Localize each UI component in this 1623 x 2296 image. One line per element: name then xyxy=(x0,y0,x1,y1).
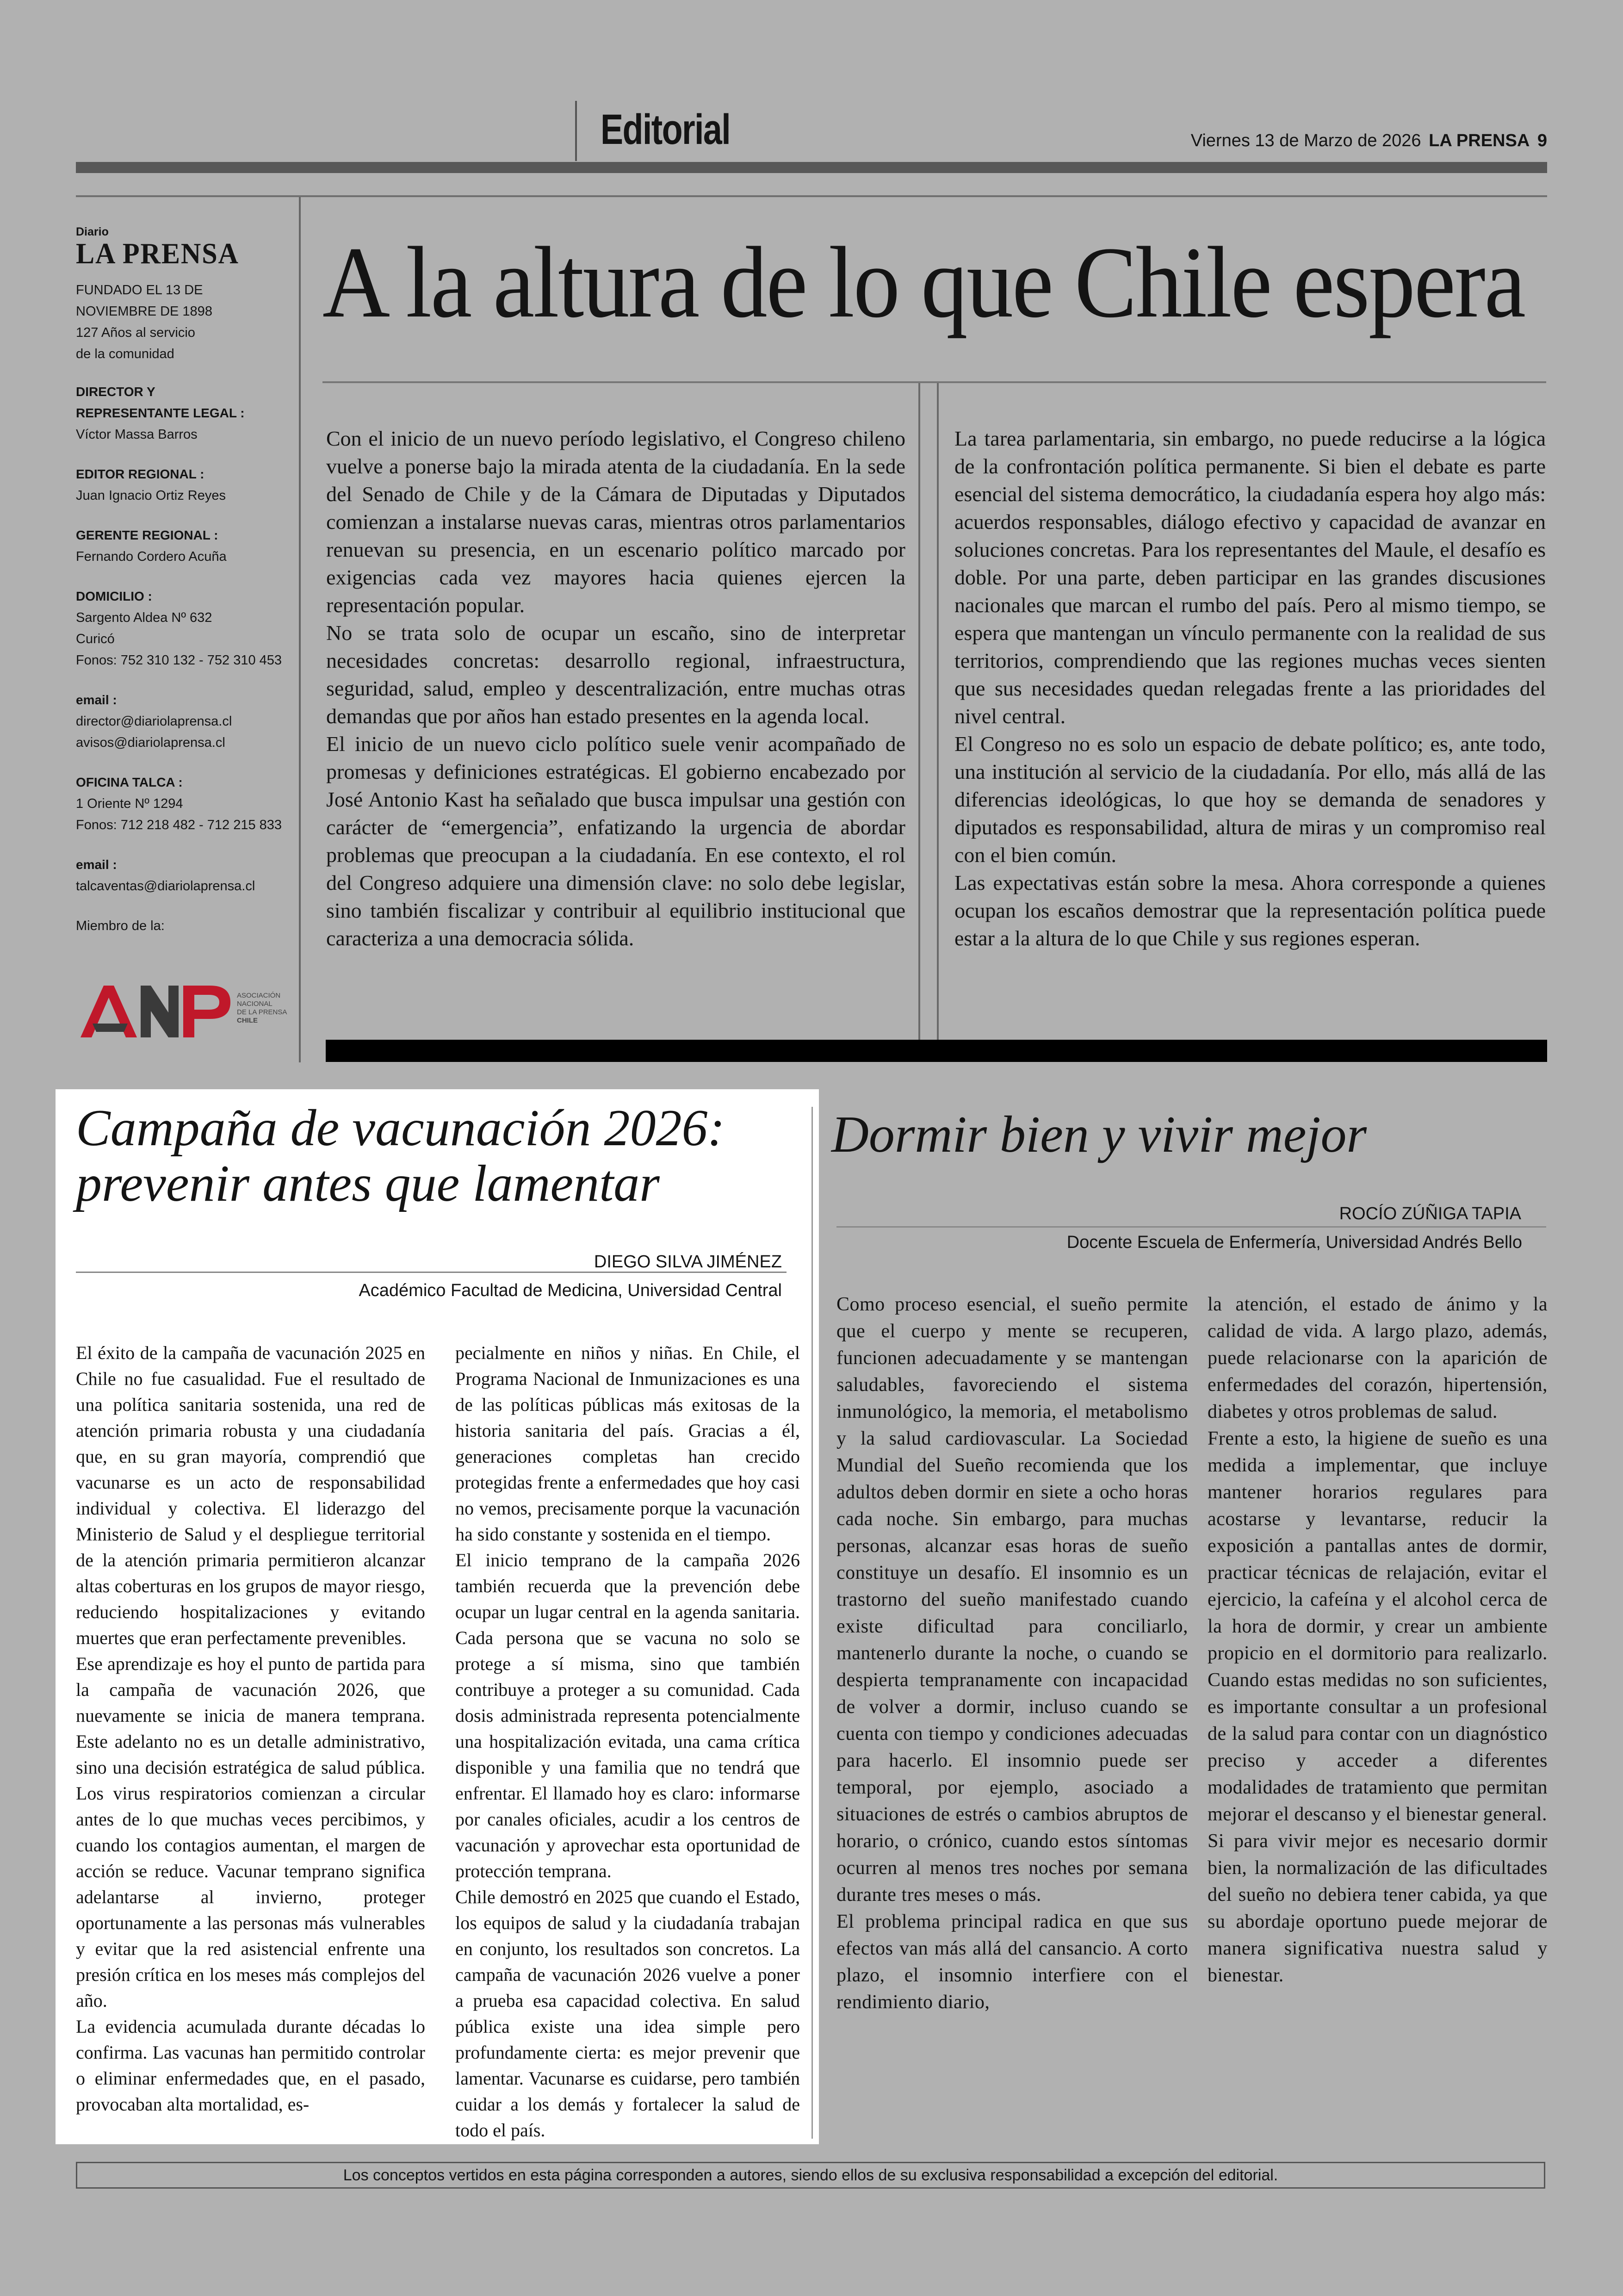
oped2-paragraph: Si para vivir mejor es necesario dormir bien, la normalización de las dificultades del sueño no debiera tener cabida, ya que su abordaje oportuno puede mejorar de manera significativa nuestra salud y bienestar. xyxy=(1208,1831,1548,1986)
oped1-paragraph: La evidencia acumulada durante décadas lo confirma. Las vacunas han permitido controlar o eliminar enfermedades que, en el pasado, provocaban alta mortalidad, es- xyxy=(76,2016,425,2115)
editorial-title: A la altura de lo que Chile espera xyxy=(322,226,1525,339)
editor-label: EDITOR REGIONAL : xyxy=(76,467,204,481)
anp-text: ASOCIACIÓN xyxy=(237,992,281,999)
director-label-2: REPRESENTANTE LEGAL : xyxy=(76,406,245,420)
oped2-column-1 xyxy=(836,1291,1188,2016)
founded-line: NOVIEMBRE DE 1898 xyxy=(76,304,212,319)
oped2-affiliation: Docente Escuela de Enfermería, Universidad Andrés Bello xyxy=(1066,1233,1522,1252)
footer-disclaimer: Los conceptos vertidos en esta página corresponden a autores, siendo ellos de su exclusiva responsabilidad a excepción del editorial. xyxy=(76,2162,1545,2189)
anp-text: CHILE xyxy=(237,1017,258,1024)
address-line: Curicó xyxy=(76,632,115,646)
issue-paper: LA PRENSA xyxy=(1429,131,1530,150)
editorial-rule xyxy=(322,381,1546,383)
oped1-title xyxy=(76,1100,798,1211)
editorial-paragraph: El Congreso no es solo un espacio de debate político; es, ante todo, una institución al servicio de la ciudadanía. Por ello, más allá de las diferencias ideológicas, lo que hoy se demanda de senadores y diputados es responsabilidad, altura de miras y un compromiso real con el bien común. xyxy=(954,732,1546,867)
founded-line: 127 Años al servicio xyxy=(76,325,195,340)
anp-logo xyxy=(76,977,287,1042)
oped1-author: DIEGO SILVA JIMÉNEZ xyxy=(594,1252,782,1272)
page-number: 9 xyxy=(1537,131,1547,150)
director-name: Víctor Massa Barros xyxy=(76,427,198,442)
talca-line: 1 Oriente Nº 1294 xyxy=(76,796,183,811)
section-label: Editorial xyxy=(601,106,731,153)
issue-date: Viernes 13 de Marzo de 2026 xyxy=(1190,131,1421,150)
oped2-paragraph: El problema principal radica en que sus efectos van más allá del cansancio. A corto plazo, el insomnio interfiere con el rendimiento diario, xyxy=(836,1911,1188,2013)
oped1-paragraph: El inicio temprano de la campaña 2026 también recuerda que la prevención debe ocupar un lugar central en la agenda sanitaria. Cada persona que se vacuna no solo se protege a sí misma, sino que también contribuye a proteger a su comunidad. Cada dosis administrada representa potencialmente una hospitalización evitada, una cama crítica disponible y una familia que no tendrá que enfrentar. El llamado hoy es claro: informarse por canales oficiales, acudir a los centros de vacunación y aprovechar esta oportunidad de protección temprana. xyxy=(455,1550,800,1881)
editorial-column-2 xyxy=(954,425,1546,952)
oped1-column-2 xyxy=(455,1340,800,2143)
manager-name: Fernando Cordero Acuña xyxy=(76,549,227,564)
email-link[interactable]: director@diariolaprensa.cl xyxy=(76,714,232,729)
masthead xyxy=(76,225,289,937)
oped2-paragraph: Como proceso esencial, el sueño permite que el cuerpo y mente se recuperen, funcionen adecuadamente y se mantengan saludables, favoreciendo el sistema inmunológico, la memoria, el metabolismo y la salud cardiovascular. La Sociedad Mundial del Sueño recomienda que los adultos deben dormir en siete a ocho horas cada noche. Sin embargo, para muchas personas, alcanzar esas horas de sueño constituye un desafío. El insomnio es un trastorno del sueño manifestado cuando existe dificultad para conciliarlo, mantenerlo durante la noche, o cuando se despierta tempranamente con incapacidad de volver a dormir, incluso cuando se cuenta con tiempo y condiciones adecuadas para hacerlo. El insomnio puede ser temporal, por ejemplo, asociado a situaciones de estrés o cambios abruptos de horario, o crónico, cuando estos síntomas ocurren al menos tres noches por semana durante tres meses o más. xyxy=(836,1294,1188,1905)
oped1-paragraph: pecialmente en niños y niñas. En Chile, el Programa Nacional de Inmunizaciones es una de las políticas públicas más exitosas de la historia sanitaria del país. Gracias a él, generaciones completas han crecido protegidas frente a enfermedades que hoy casi no vemos, precisamente porque la vacunación ha sido constante y sostenida en el tiempo. xyxy=(455,1342,800,1545)
editor-name: Juan Ignacio Ortiz Reyes xyxy=(76,488,226,503)
editorial-paragraph: No se trata solo de ocupar un escaño, sino de interpretar necesidades concretas: desarrollo regional, infraestructura, seguridad, salud, empleo y descentralización, entre muchas otras demandas que por años han estado presentes en la agenda local. xyxy=(326,621,905,728)
director-label: DIRECTOR Y xyxy=(76,385,155,399)
email2-label: email : xyxy=(76,857,117,872)
editorial-paragraph: La tarea parlamentaria, sin embargo, no puede reducirse a la lógica de la confrontación política permanente. Si bien el debate es parte esencial del sistema democrático, la ciudadanía espera hoy algo más: acuerdos responsables, diálogo efectivo y capacidad de avanzar en soluciones concretas. Para los representantes del Maule, el desafío es doble. Por una parte, deben participar en las grandes discusiones nacionales que marcan el rumbo del país. Pero al mismo tiempo, se espera que mantengan un vínculo permanente con la realidad de sus territorios, comprendiendo que las regiones muchas veces sienten que sus necesidades quedan relegadas frente a las prioridades del nivel central. xyxy=(954,427,1546,728)
talca-label: OFICINA TALCA : xyxy=(76,775,183,789)
editorial-bottom-bar xyxy=(326,1040,1547,1062)
oped2-byline-rule xyxy=(836,1226,1546,1228)
oped1-title-line: Campaña de vacunación 2026: xyxy=(76,1099,725,1157)
masthead-small: Diario xyxy=(76,225,109,238)
oped2-paragraph: la atención, el estado de ánimo y la calidad de vida. A largo plazo, además, puede relacionarse con la aparición de enfermedades del corazón, hipertensión, diabetes y otros problemas de salud. xyxy=(1208,1294,1548,1422)
address-line: Sargento Aldea Nº 632 xyxy=(76,610,212,625)
founded-line: FUNDADO EL 13 DE xyxy=(76,283,203,298)
editorial-paragraph: El inicio de un nuevo ciclo político suele venir acompañado de promesas y definiciones estratégicas. El gobierno encabezado por José Antonio Kast ha señalado que busca impulsar una gestión con carácter de “emergencia”, enfatizando la urgencia de abordar problemas que preocupan a la ciudadanía. En ese contexto, el rol del Congreso adquiere una dimensión clave: no solo debe legislar, sino también fiscalizar y contribuir al equilibrio institucional que caracteriza a una democracia sólida. xyxy=(326,732,905,950)
oped1-affiliation: Académico Facultad de Medicina, Universidad Central xyxy=(359,1281,782,1300)
oped1-paragraph: Chile demostró en 2025 que cuando el Estado, los equipos de salud y la ciudadanía trabajan en conjunto, los resultados son concretos. La campaña de vacunación 2026 vuelve a poner a prueba esa capacidad colectiva. En salud pública existe una idea simple pero profundamente cierta: es mejor prevenir que lamentar. Vacunarse es cuidarse, pero también cuidar a los demás y fortalecer la salud de todo el país. xyxy=(455,1886,800,2141)
oped2-title: Dormir bien y vivir mejor xyxy=(831,1106,1367,1163)
oped2-paragraph: Frente a esto, la higiene de sueño es una medida a implementar, que incluye mantener horarios regulares para acostarse y levantarse, reducir la exposición a pantallas antes de dormir, practicar técnicas de relajación, evitar el ejercicio, la cafeína y el alcohol cerca de la hora de dormir, y crear un ambiente propicio en el dormitorio para realizarlo. Cuando estas medidas no son suficientes, es importante consultar a un profesional de la salud para contar con un diagnóstico preciso y acceder a diferentes modalidades de tratamiento que permitan mejorar el descanso y el bienestar general. xyxy=(1208,1428,1548,1825)
header-rule xyxy=(76,162,1547,173)
member-label: Miembro de la: xyxy=(76,918,165,933)
oped1-column-1 xyxy=(76,1340,425,2117)
oped1-byline-rule xyxy=(76,1272,787,1273)
anp-text: DE LA PRENSA xyxy=(237,1008,287,1016)
anp-text: NACIONAL xyxy=(237,1000,273,1008)
sidebar-rule xyxy=(299,197,301,1062)
address-label: DOMICILIO : xyxy=(76,589,152,603)
masthead-logo: LA PRENSA xyxy=(76,237,239,270)
address-line: Fonos: 752 310 132 - 752 310 453 xyxy=(76,653,282,668)
oped2-column-2 xyxy=(1208,1291,1548,1989)
column-rule xyxy=(937,383,939,1040)
column-rule xyxy=(918,383,920,1040)
oped-divider xyxy=(812,1107,813,2139)
email-link[interactable]: avisos@diariolaprensa.cl xyxy=(76,735,225,750)
editorial-column-1 xyxy=(326,425,905,952)
oped2-author: ROCÍO ZÚÑIGA TAPIA xyxy=(1339,1204,1521,1223)
manager-label: GERENTE REGIONAL : xyxy=(76,528,218,542)
oped1-title-line: prevenir antes que lamentar xyxy=(76,1155,660,1212)
email-label: email : xyxy=(76,693,117,707)
section-divider xyxy=(575,101,577,161)
header-rule-thin xyxy=(76,195,1547,197)
editorial-paragraph: Con el inicio de un nuevo período legislativo, el Congreso chileno vuelve a ponerse bajo la mirada atenta de la ciudadanía. En la sede del Senado de Chile y de la Cámara de Diputadas y Diputados comienzan a instalarse nuevas caras, mientras otros parlamentarios renuevan su presencia, en un escenario político marcado por exigencias cada vez mayores hacia quienes ejercen la representación popular. xyxy=(326,427,905,617)
editorial-paragraph: Las expectativas están sobre la mesa. Ahora corresponde a quienes ocupan los escaños demostrar que la representación política puede estar a la altura de lo que Chile y sus regiones esperan. xyxy=(954,871,1546,950)
oped1-paragraph: El éxito de la campaña de vacunación 2025 en Chile no fue casualidad. Fue el resultado de una política sanitaria sostenida, una red de atención primaria robusta y una ciudadanía que, en su gran mayoría, comprendió que vacunarse es un acto de responsabilidad individual y colectiva. El liderazgo del Ministerio de Salud y el despliegue territorial de la atención primaria permitieron alcanzar altas coberturas en los grupos de mayor riesgo, reduciendo hospitalizaciones y evitando muertes que eran perfectamente prevenibles. xyxy=(76,1342,425,1648)
oped1-paragraph: Ese aprendizaje es hoy el punto de partida para la campaña de vacunación 2026, que nuevamente se inicia de manera temprana. Este adelanto no es un detalle administrativo, sino una decisión estratégica de salud pública. Los virus respiratorios comienzan a circular antes de lo que muchas veces percibimos, y cuando los contagios aumentan, el margen de acción se reduce. Vacunar temprano significa adelantarse al invierno, proteger oportunamente a las personas más vulnerables y evitar que la red asistencial enfrente una presión crítica en los meses más complejos del año. xyxy=(76,1653,425,2011)
talca-line: Fonos: 712 218 482 - 712 215 833 xyxy=(76,818,282,832)
email-link[interactable]: talcaventas@diariolaprensa.cl xyxy=(76,879,255,894)
founded-line: de la comunidad xyxy=(76,347,174,361)
issue-line xyxy=(1191,131,1547,151)
